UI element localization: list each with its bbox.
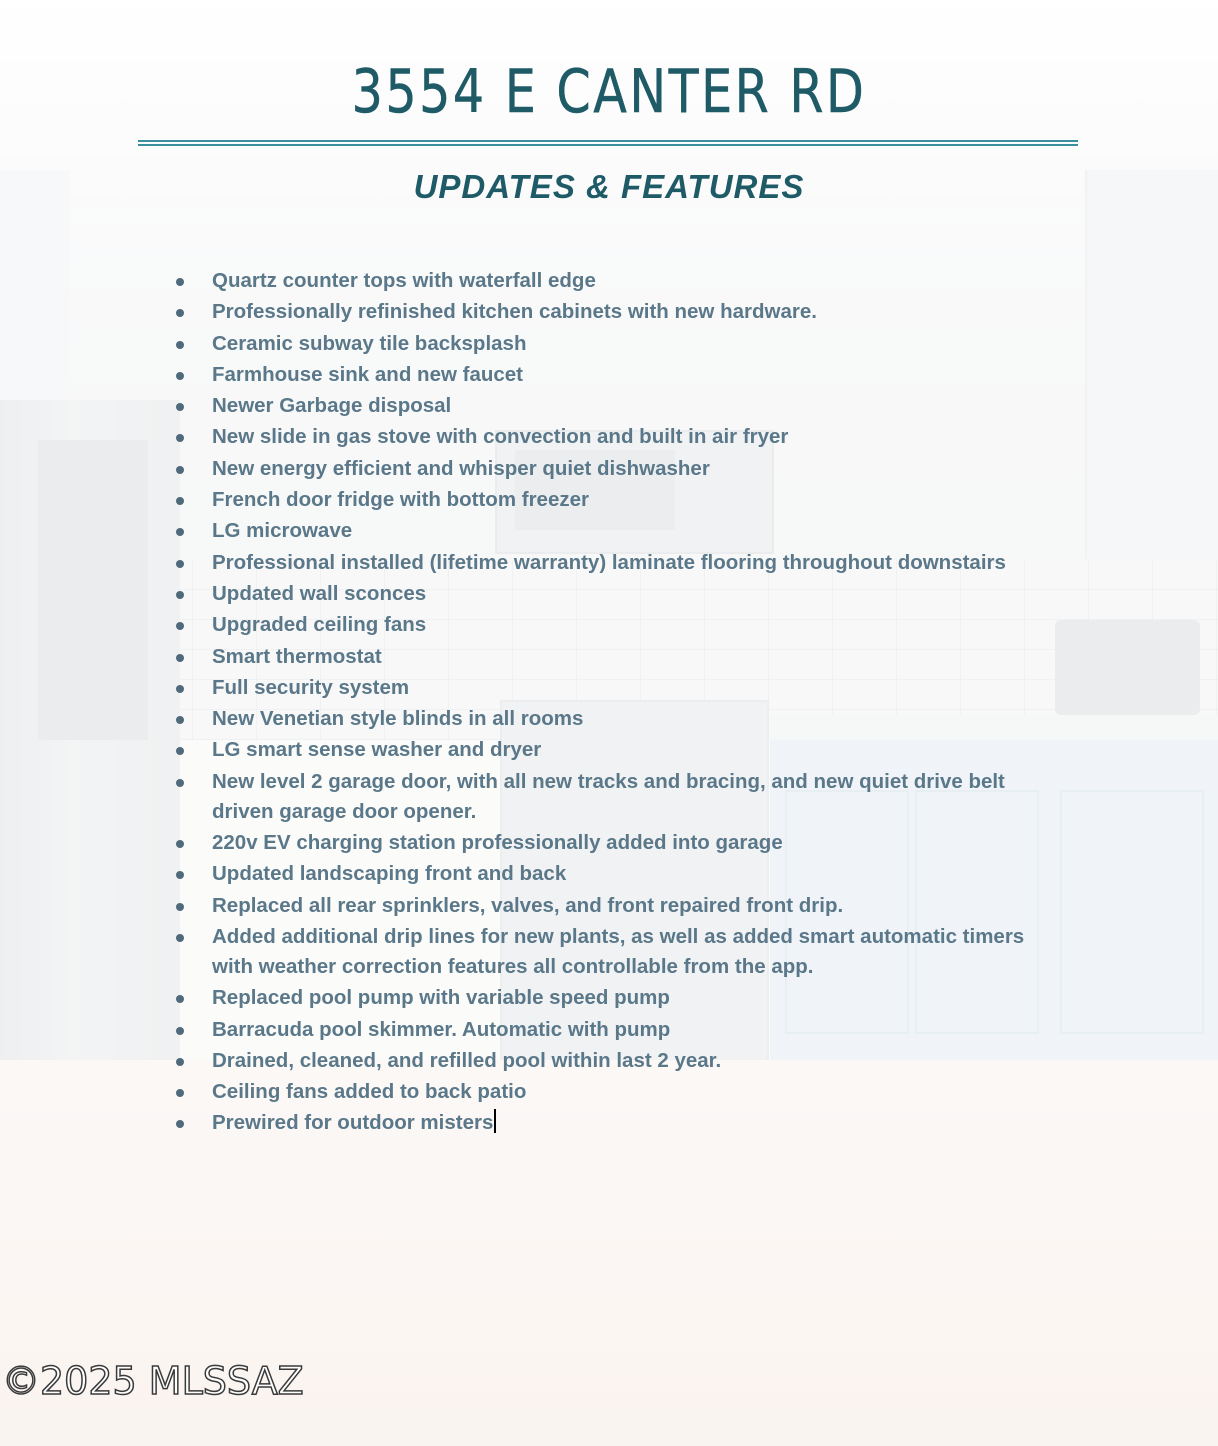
feature-list-item [176,828,1056,858]
feature-text: Replaced pool pump with variable speed pump [212,986,670,1010]
feature-text: Professionally refinished kitchen cabinets with new hardware. [212,300,817,324]
feature-list-item [176,1015,1056,1045]
feature-list-item [176,266,1056,296]
feature-list-item [176,610,1056,640]
feature-text: New Venetian style blinds in all rooms [212,707,584,731]
bullet-icon [176,1058,184,1066]
feature-list-item [176,454,1056,484]
feature-text: Professional installed (lifetime warranty) laminate flooring throughout downstairs [212,550,1006,574]
bullet-icon [176,466,184,474]
section-subtitle: UPDATES & FEATURES [413,168,805,205]
bullet-icon [176,654,184,662]
feature-text: Newer Garbage disposal [212,394,452,418]
feature-text: 220v EV charging station professionally added into garage [212,831,783,855]
feature-list-item [176,642,1056,672]
bullet-icon [176,560,184,568]
bullet-icon [176,747,184,755]
bullet-icon [176,1120,184,1128]
feature-text: New slide in gas stove with convection and built in air fryer [212,425,789,449]
feature-list-item [176,735,1056,765]
feature-text: Replaced all rear sprinklers, valves, and front repaired front drip. [212,893,844,917]
feature-text: Updated landscaping front and back [212,862,567,886]
feature-list-item [176,1108,1056,1138]
bullet-icon [176,1027,184,1035]
bullet-icon [176,716,184,724]
feature-list-item [176,485,1056,515]
feature-list-item [176,922,1056,982]
bullet-icon [176,995,184,1003]
feature-text: Farmhouse sink and new faucet [212,362,523,386]
title-divider-top [138,140,1078,142]
feature-list-item [176,548,1056,578]
bullet-icon [176,1089,184,1097]
bullet-icon [176,903,184,911]
property-address-title: 3554 E CANTER RD [351,57,867,127]
bullet-icon [176,403,184,411]
feature-text: Ceiling fans added to back patio [212,1080,527,1104]
feature-text: LG microwave [212,519,353,543]
feature-list-item [176,391,1056,421]
bullet-icon [176,341,184,349]
feature-list-item [176,1046,1056,1076]
feature-text: New energy efficient and whisper quiet dishwasher [212,456,710,480]
copyright-watermark: ©2025 MLSSAZ [2,1359,304,1403]
features-list [176,266,1056,1140]
feature-text: Prewired for outdoor misters [212,1108,1056,1138]
bullet-icon [176,685,184,693]
bullet-icon [176,309,184,317]
feature-text: Smart thermostat [212,644,382,668]
feature-text: French door fridge with bottom freezer [212,488,589,512]
feature-text: Ceramic subway tile backsplash [212,331,527,355]
feature-list-item [176,767,1056,827]
feature-list-item [176,360,1056,390]
bullet-icon [176,528,184,536]
title-divider-bottom [138,144,1078,146]
feature-text: Added additional drip lines for new plants, as well as added smart automatic timers with weather correction features all controllable from the app. [212,924,1025,978]
feature-list-item [176,859,1056,889]
bullet-icon [176,934,184,942]
feature-text: Upgraded ceiling fans [212,613,427,637]
feature-text: Full security system [212,675,410,699]
bullet-icon [176,497,184,505]
bullet-icon [176,840,184,848]
feature-list-item [176,983,1056,1013]
feature-text: LG smart sense washer and dryer [212,738,542,762]
feature-text: Barracuda pool skimmer. Automatic with pump [212,1017,671,1041]
feature-list-item [176,579,1056,609]
feature-list-item [176,329,1056,359]
feature-list-item [176,422,1056,452]
feature-list-item [176,1077,1056,1107]
feature-list-item [176,704,1056,734]
feature-text: Quartz counter tops with waterfall edge [212,269,596,292]
feature-list-item [176,891,1056,921]
feature-text: New level 2 garage door, with all new tracks and bracing, and new quiet drive belt driven garage door opener. [212,769,1005,823]
feature-list-item [176,673,1056,703]
feature-list-item [176,516,1056,546]
feature-list-item [176,297,1056,327]
feature-text: Drained, cleaned, and refilled pool within last 2 year. [212,1048,722,1072]
bullet-icon [176,372,184,380]
bullet-icon [176,871,184,879]
bullet-icon [176,278,184,286]
feature-text: Updated wall sconces [212,581,427,605]
bullet-icon [176,622,184,630]
bullet-icon [176,591,184,599]
bullet-icon [176,434,184,442]
bullet-icon [176,779,184,787]
